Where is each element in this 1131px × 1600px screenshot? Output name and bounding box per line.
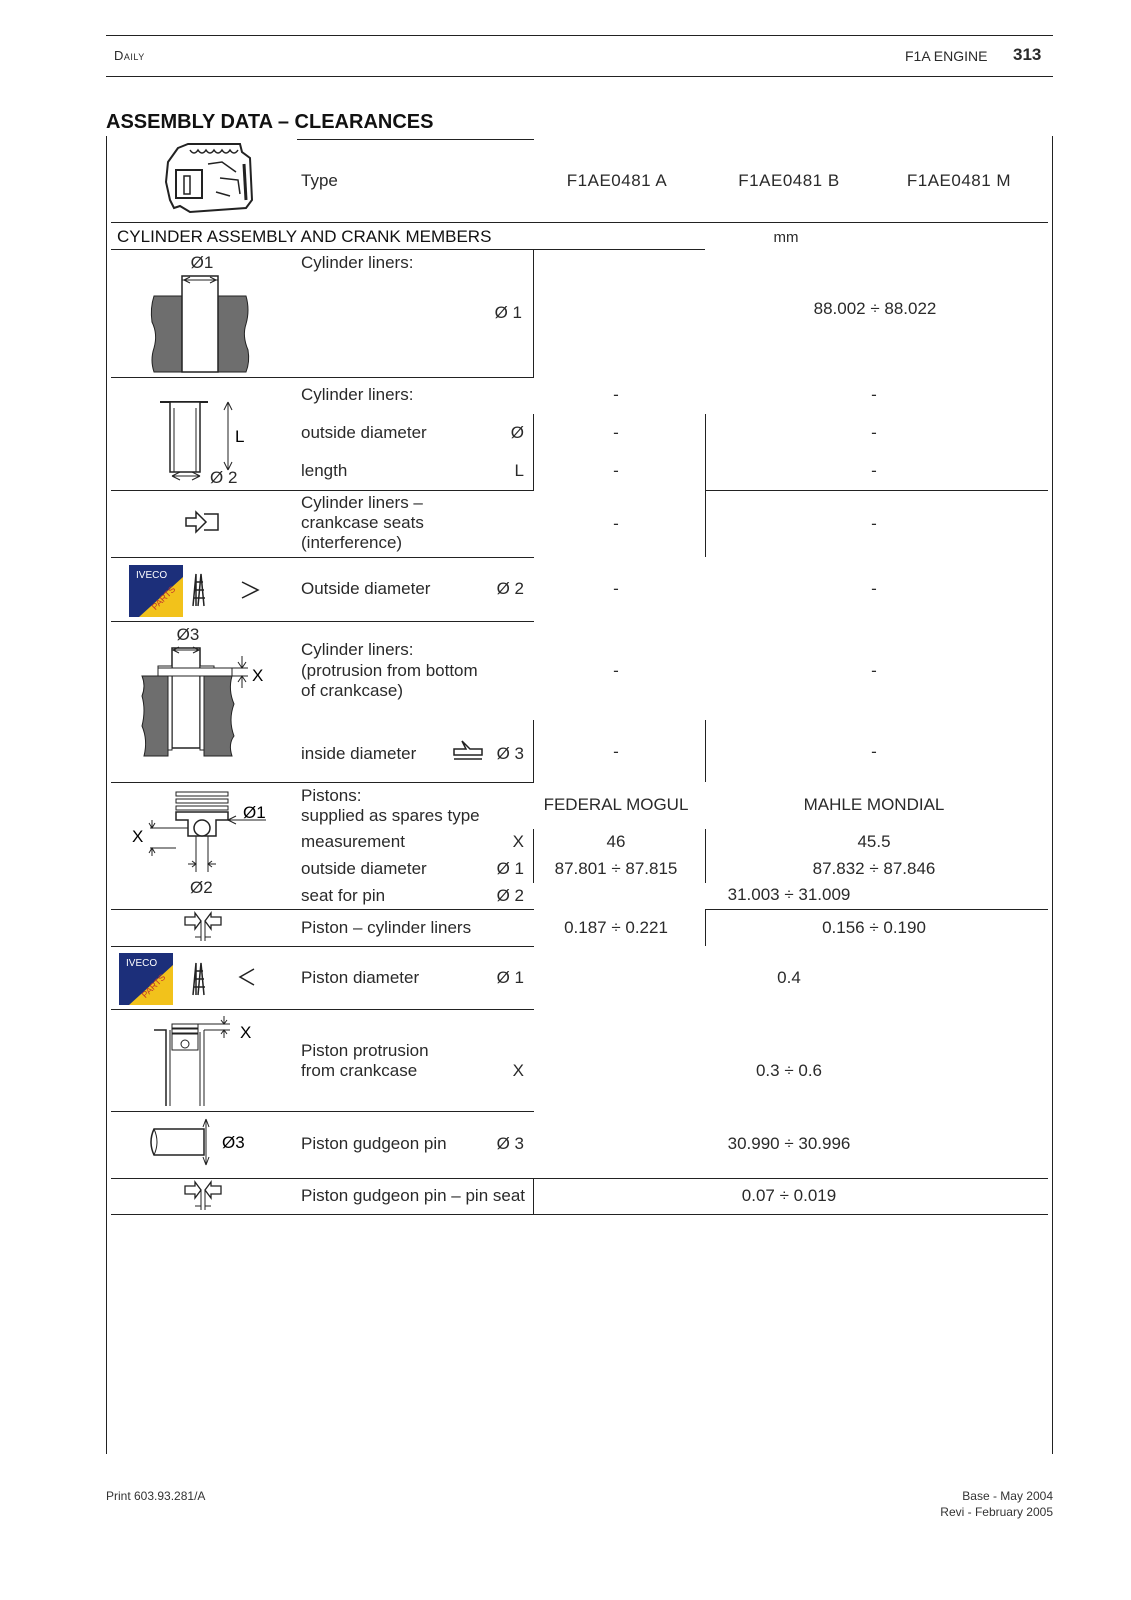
col-header-m: F1AE0481 M	[906, 171, 1012, 190]
r9-line2: from crankcase	[301, 1061, 418, 1080]
rule	[533, 829, 534, 883]
fig-x-label: X	[132, 827, 144, 846]
r2-sym2: L	[514, 461, 524, 480]
logo-text-top: IVECO	[136, 570, 168, 581]
undersize-icon	[192, 961, 262, 997]
rule	[111, 249, 705, 250]
dash: -	[613, 461, 619, 480]
dash: -	[871, 742, 877, 761]
clearance-icon	[183, 913, 223, 943]
r3-line2: crankcase seats	[301, 513, 424, 532]
r7-value-a: 0.187 ÷ 0.221	[564, 918, 668, 937]
iveco-parts-logo	[129, 565, 183, 617]
dash: -	[613, 742, 619, 761]
boring-tool-icon	[452, 739, 484, 761]
clearance-icon	[183, 1182, 223, 1212]
r6-pin-value: 31.003 ÷ 31.009	[727, 885, 851, 904]
rule	[111, 782, 534, 783]
rule	[533, 1178, 534, 1214]
rule	[533, 720, 534, 782]
r6-measurement-sym: X	[512, 832, 524, 851]
rule	[533, 249, 534, 377]
oversize-icon	[192, 572, 262, 608]
footer-revision-date: Revi - February 2005	[940, 1505, 1053, 1519]
fig-length-label: L	[235, 427, 245, 446]
cylinder-liner-bore-icon	[148, 272, 254, 374]
piston-protrusion-icon	[150, 1014, 240, 1108]
r6-od-label: outside diameter	[301, 859, 427, 878]
r7-value-b: 0.156 ÷ 0.190	[822, 918, 926, 937]
gudgeon-pin-icon	[146, 1117, 216, 1167]
unit-label: mm	[773, 229, 799, 246]
r6-line1: Pistons:	[301, 786, 362, 805]
r5-symbol: Ø 3	[496, 744, 524, 763]
rule	[111, 1178, 1048, 1179]
brand-federal-mogul: FEDERAL MOGUL	[543, 795, 689, 814]
r4-label: Outside diameter	[301, 579, 431, 598]
r2-label: Cylinder liners:	[301, 385, 414, 404]
r9-line1: Piston protrusion	[301, 1041, 429, 1060]
r6-od-a: 87.801 ÷ 87.815	[554, 859, 678, 878]
rule	[705, 909, 706, 946]
page-title: ASSEMBLY DATA – CLEARANCES	[106, 111, 434, 133]
footer-print-code: Print 603.93.281/A	[106, 1489, 206, 1503]
dash: -	[871, 385, 877, 404]
rule	[111, 557, 534, 558]
r7-label: Piston – cylinder liners	[301, 918, 472, 937]
dash: -	[871, 423, 877, 442]
section-title: CYLINDER ASSEMBLY AND CRANK MEMBERS	[117, 227, 492, 246]
dash: -	[613, 385, 619, 404]
dash: -	[613, 661, 619, 680]
rule	[705, 720, 706, 782]
r10-label: Piston gudgeon pin	[301, 1134, 447, 1153]
r11-value: 0.07 ÷ 0.019	[741, 1186, 837, 1205]
iveco-parts-logo	[119, 953, 173, 1005]
r3-line3: (interference)	[301, 533, 403, 552]
liner-protrusion-icon	[140, 644, 270, 760]
r5-line2: (protrusion from bottom	[301, 661, 478, 680]
rule	[705, 829, 706, 883]
engine-block-icon	[160, 142, 255, 216]
fig-d3-label: Ø3	[222, 1133, 245, 1152]
r1-symbol: Ø 1	[494, 303, 522, 322]
r6-measurement-label: measurement	[301, 832, 405, 851]
header-bottom-rule	[106, 76, 1053, 77]
table-left-border	[106, 136, 107, 1454]
fig-x-label: X	[252, 666, 264, 685]
r6-measurement-a: 46	[606, 832, 626, 851]
fig-d3-label: Ø3	[176, 625, 200, 644]
page-number: 313	[1013, 45, 1042, 64]
rule	[111, 377, 534, 378]
r2-sym1: Ø	[510, 423, 524, 442]
r5-line3: of crankcase)	[301, 681, 404, 700]
rule	[533, 414, 534, 490]
footer-base-date: Base - May 2004	[962, 1489, 1053, 1503]
header-right-title: F1A ENGINE	[905, 48, 988, 64]
rule	[111, 1214, 1048, 1215]
rule	[111, 1009, 534, 1010]
col-header-a: F1AE0481 A	[566, 171, 668, 190]
r6-measurement-b: 45.5	[857, 832, 891, 851]
header-top-rule	[106, 35, 1053, 36]
r6-od-b: 87.832 ÷ 87.846	[812, 859, 936, 878]
dash: -	[613, 579, 619, 598]
r6-line2: supplied as spares type	[301, 806, 480, 825]
r1-value: 88.002 ÷ 88.022	[813, 299, 937, 318]
dash: -	[613, 514, 619, 533]
rule	[111, 909, 534, 910]
rule	[111, 222, 1048, 223]
header-left-title: Daily	[114, 48, 145, 63]
r1-label: Cylinder liners:	[301, 253, 414, 272]
fig-d1-label: Ø1	[243, 803, 266, 822]
r11-label: Piston gudgeon pin – pin seat	[301, 1186, 526, 1205]
rule	[111, 946, 534, 947]
dash: -	[871, 461, 877, 480]
r8-symbol: Ø 1	[496, 968, 524, 987]
r6-od-sym: Ø 1	[496, 859, 524, 878]
rule	[705, 414, 706, 557]
logo-text-bottom: PARTS	[149, 584, 178, 612]
rule	[297, 139, 534, 140]
r5-line1: Cylinder liners:	[301, 640, 414, 659]
r9-value: 0.3 ÷ 0.6	[755, 1061, 823, 1080]
r2-sub1: outside diameter	[301, 423, 427, 442]
fig-d2-label: Ø 2	[210, 468, 238, 487]
rule	[705, 490, 1048, 491]
dash: -	[613, 423, 619, 442]
logo-text-top: IVECO	[126, 958, 158, 969]
r10-value: 30.990 ÷ 30.996	[727, 1134, 851, 1153]
rule	[111, 621, 534, 622]
rule	[705, 909, 1048, 910]
type-label: Type	[301, 171, 338, 190]
r8-value: 0.4	[777, 968, 801, 987]
r6-pin-label: seat for pin	[301, 886, 386, 905]
fig-d1-label: Ø1	[190, 253, 214, 272]
r10-symbol: Ø 3	[496, 1134, 524, 1153]
r9-symbol: X	[512, 1061, 524, 1080]
rule	[111, 1111, 534, 1112]
r6-pin-sym: Ø 2	[496, 886, 524, 905]
table-right-border	[1052, 136, 1053, 1454]
brand-mahle-mondial: MAHLE MONDIAL	[803, 795, 945, 814]
dash: -	[871, 579, 877, 598]
logo-text-bottom: PARTS	[139, 972, 168, 1000]
r8-label: Piston diameter	[301, 968, 420, 987]
rule	[111, 490, 534, 491]
dash: -	[871, 514, 877, 533]
r4-symbol: Ø 2	[496, 579, 524, 598]
r3-line1: Cylinder liners –	[301, 493, 423, 512]
fig-x-label: X	[240, 1023, 252, 1042]
r5-sub: inside diameter	[301, 744, 417, 763]
r2-sub2: length	[301, 461, 348, 480]
fig-d2-label: Ø2	[190, 878, 213, 897]
col-header-b: F1AE0481 B	[738, 171, 840, 190]
interference-fit-icon	[184, 508, 220, 538]
dash: -	[871, 661, 877, 680]
